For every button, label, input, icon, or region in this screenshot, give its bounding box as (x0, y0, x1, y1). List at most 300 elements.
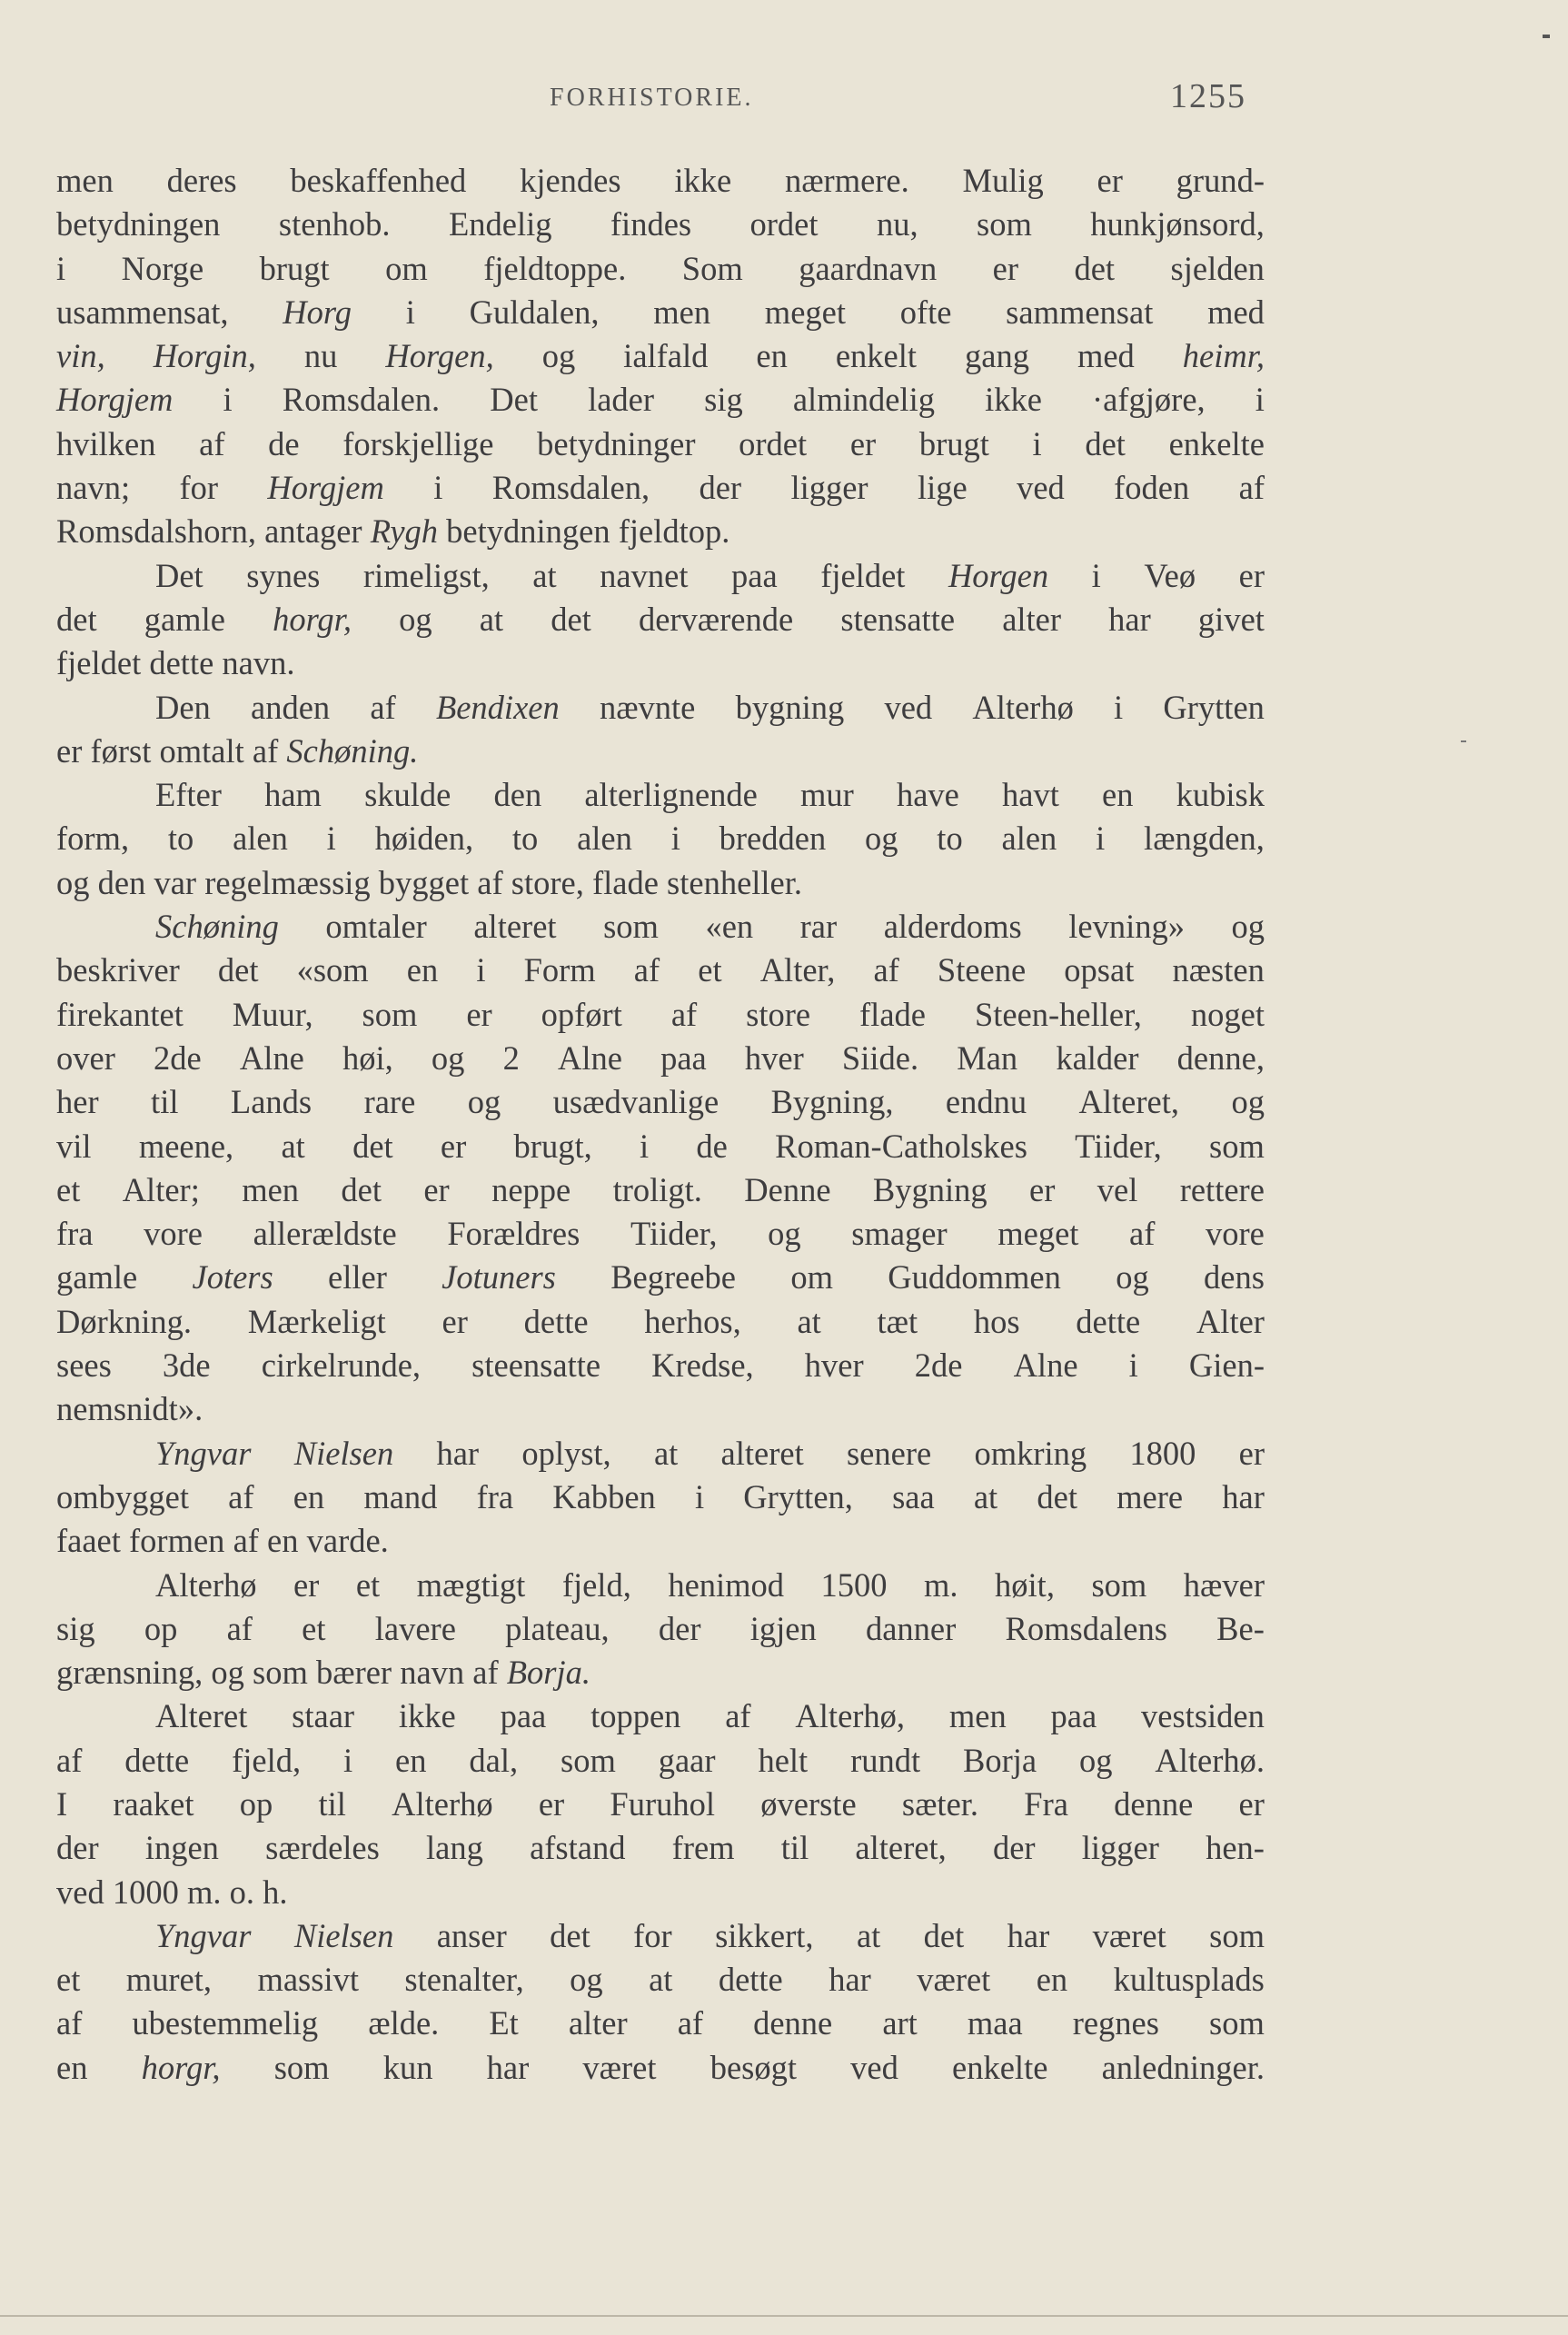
text-line (56, 598, 1265, 641)
word: af (56, 2004, 83, 2042)
word: troligt. (612, 1170, 702, 1208)
word: meget (764, 293, 846, 331)
word: og (1116, 1258, 1149, 1297)
word: høit, (995, 1565, 1055, 1604)
word: fjeldtop. (618, 512, 730, 551)
word: Alter; (122, 1170, 200, 1208)
word: været (917, 1961, 991, 1999)
word: de (268, 424, 300, 462)
word: en (267, 1522, 299, 1560)
word: har (436, 1434, 480, 1472)
word: nu, (876, 205, 918, 243)
word: men (653, 293, 711, 331)
word: regnes (1072, 2004, 1159, 2042)
ink-speck (1461, 740, 1466, 742)
word: har (829, 1961, 871, 1999)
word: gang (965, 337, 1029, 375)
word: brugt, (513, 1127, 592, 1165)
word: den (97, 863, 146, 901)
text-line (56, 1212, 1265, 1256)
text-line (56, 2002, 1265, 2045)
word: har (486, 2048, 530, 2086)
word: mur (800, 776, 854, 814)
word: almindelig (792, 381, 935, 419)
word: et (355, 1565, 381, 1604)
word: det (923, 1916, 965, 1954)
word: vestsiden (1141, 1697, 1265, 1735)
word: som (252, 1654, 308, 1692)
word: vel (1097, 1170, 1138, 1208)
word: navn. (222, 644, 295, 682)
word: Steene (937, 951, 1027, 989)
word: dal, (469, 1741, 519, 1779)
word: gamle (56, 1258, 138, 1297)
word: paa (1050, 1697, 1097, 1735)
word: ofte (899, 293, 952, 331)
word: helt (758, 1741, 809, 1779)
word: omtaler (325, 908, 427, 946)
word: som (1209, 1916, 1265, 1954)
word: Siide. (841, 1038, 919, 1077)
word: toppen (590, 1697, 681, 1735)
word: men (56, 162, 114, 199)
word: eller (328, 1258, 387, 1297)
word: «som (296, 951, 369, 989)
text-line (56, 641, 1265, 685)
word: Romsdalshorn, (56, 512, 257, 551)
word: men (242, 1170, 300, 1208)
word: Alne (557, 1038, 622, 1077)
word: maa (967, 2004, 1023, 2042)
word: af (56, 1741, 83, 1779)
word: m. (924, 1565, 958, 1604)
word: det (550, 1916, 590, 1954)
text-line (56, 686, 1265, 730)
word: denne, (1176, 1038, 1265, 1077)
word: ubestemmelig (132, 2004, 319, 2042)
word: foden (1114, 469, 1190, 507)
word: af (233, 1522, 259, 1560)
word: Tiider, (1075, 1127, 1162, 1165)
word: og (56, 863, 90, 901)
word: cirkelrunde, (261, 1346, 422, 1385)
word: er (442, 1302, 468, 1340)
word: Steen-heller, (974, 995, 1142, 1033)
word: af (1129, 1215, 1156, 1253)
word: regelmæssig (204, 863, 371, 901)
word: Grytten (1163, 688, 1265, 726)
word: i (1096, 820, 1106, 858)
word: høi, (342, 1038, 393, 1077)
word: og (1078, 1741, 1113, 1779)
text-line (56, 334, 1265, 378)
word: med (1077, 337, 1135, 375)
word: er (1097, 162, 1123, 199)
word: et (302, 1609, 326, 1647)
word: Form (523, 951, 596, 989)
word: og (467, 1083, 501, 1121)
text-line (56, 1256, 1265, 1299)
text-line (56, 2046, 1265, 2090)
word: fra (476, 1477, 514, 1515)
word: h. (263, 1873, 288, 1911)
text-line (56, 1914, 1265, 1958)
word: sjelden (1170, 249, 1265, 287)
word: varde. (306, 1522, 389, 1560)
word: til (151, 1083, 179, 1121)
word: hæver (1183, 1565, 1265, 1604)
word: er (440, 1127, 467, 1165)
word: Alter, (759, 951, 836, 989)
word: m. (186, 1873, 222, 1911)
word: opsat (1064, 951, 1135, 989)
text-line (56, 1080, 1265, 1124)
word: i (1091, 556, 1101, 594)
word: findes (610, 205, 692, 243)
word: alen (1001, 820, 1057, 858)
word: I (56, 1784, 68, 1823)
word: er (56, 731, 83, 770)
word: at (479, 600, 504, 638)
word: have (896, 776, 959, 814)
word: det (1074, 249, 1116, 287)
word: anden (251, 688, 331, 726)
word: et (56, 1961, 81, 1999)
text-line (56, 1694, 1265, 1738)
word: ikke (985, 381, 1042, 419)
word: næsten (1172, 951, 1265, 989)
word: ingen (144, 1829, 219, 1867)
word: steensatte (471, 1346, 601, 1385)
word: været (1092, 1916, 1166, 1954)
word: Begreebe (610, 1258, 736, 1297)
word: for (633, 1916, 672, 1954)
italic-word: Horgjem (267, 469, 384, 507)
word: alteret (720, 1434, 804, 1472)
word: gaardnavn (799, 249, 938, 287)
word: brugt (918, 424, 989, 462)
word: navn (400, 1654, 465, 1692)
word: Guldalen, (469, 293, 600, 331)
word: henimod (668, 1565, 785, 1604)
word: af (252, 731, 279, 770)
word: smager (851, 1215, 948, 1253)
word: som (560, 1741, 616, 1779)
italic-word: Horgen, (385, 337, 494, 375)
word: Alteret, (1078, 1083, 1179, 1121)
word: ombygget (56, 1477, 189, 1515)
word: 1800 (1129, 1434, 1196, 1472)
word: at (649, 1961, 673, 1999)
word: et (56, 1170, 81, 1208)
word: store (746, 995, 811, 1033)
word: en (756, 337, 788, 375)
word: som (1209, 1127, 1265, 1165)
word: at (653, 1434, 679, 1472)
word: levning» (1068, 908, 1185, 946)
word: rundt (850, 1741, 921, 1779)
text-line (56, 861, 1265, 905)
word: allerældste (253, 1215, 397, 1253)
word: Man (957, 1038, 1018, 1077)
word: sees (56, 1346, 112, 1385)
word: Efter (155, 776, 222, 814)
word: i (694, 1477, 705, 1515)
word: formen (129, 1522, 225, 1560)
word: besøgt (710, 2048, 797, 2086)
word: vore (144, 1215, 203, 1253)
word: Romsdalen. (282, 381, 441, 419)
word: for (179, 469, 219, 507)
word: er (1238, 1784, 1265, 1823)
word: paa (500, 1697, 547, 1735)
word: denne (1114, 1784, 1194, 1823)
word: været (582, 2048, 657, 2086)
word: har (1222, 1477, 1265, 1515)
word: nævnte (599, 688, 696, 726)
word: nemsnidt». (56, 1390, 203, 1428)
word: denne (753, 2004, 833, 2042)
word: paa (660, 1038, 707, 1077)
word: gaar (658, 1741, 716, 1779)
body-text (56, 159, 1265, 2090)
text-line (56, 1871, 1265, 1914)
text-line (56, 1125, 1265, 1168)
word: oplyst, (521, 1434, 611, 1472)
italic-word: Yngvar (155, 1916, 252, 1954)
text-line (56, 378, 1265, 422)
word: 3de (162, 1346, 211, 1385)
word: til (780, 1829, 809, 1867)
word: stenhob. (278, 205, 391, 243)
word: navn; (56, 469, 131, 507)
word: er (992, 249, 1019, 287)
word: i (223, 381, 233, 419)
word: ·afgjøre, (1092, 381, 1206, 419)
word: og (865, 820, 898, 858)
word: hos (973, 1302, 1020, 1340)
word: betydningen (56, 205, 221, 243)
word: op (144, 1609, 178, 1647)
word: Romsdalens (1005, 1609, 1167, 1647)
corner-ink-mark (1543, 35, 1550, 38)
word: øverste (760, 1784, 857, 1823)
text-line (56, 1826, 1265, 1870)
text-line (56, 247, 1265, 291)
word: dette (1076, 1302, 1141, 1340)
word: af (677, 2004, 704, 2042)
word: Den (155, 688, 211, 726)
text-line (56, 1476, 1265, 1519)
word: «en (705, 908, 754, 946)
word: enkelte (952, 2048, 1048, 2086)
word: betydninger (537, 424, 696, 462)
word: et (698, 951, 722, 989)
word: alteret (473, 908, 557, 946)
word: er (1238, 556, 1265, 594)
text-line (56, 949, 1265, 992)
word: i (1255, 381, 1265, 419)
word: Kabben (552, 1477, 656, 1515)
word: rar (799, 908, 838, 946)
word: ham (264, 776, 322, 814)
word: afstand (530, 1829, 626, 1867)
word: og (1231, 908, 1265, 946)
word: stensatte (840, 600, 956, 638)
word: om (385, 249, 428, 287)
word: 2 (502, 1038, 520, 1077)
word: Gien- (1188, 1346, 1265, 1385)
word: det (341, 1170, 382, 1208)
word: anledninger. (1101, 2048, 1265, 2086)
word: saa (892, 1477, 935, 1515)
word: lader (588, 381, 655, 419)
word: ligger (790, 469, 868, 507)
word: usammensat, (56, 293, 229, 331)
word: en (406, 951, 439, 989)
word: bærer (315, 1654, 392, 1692)
word: alderdoms (883, 908, 1022, 946)
italic-word: Yngvar (155, 1434, 252, 1472)
word: og (1231, 1083, 1265, 1121)
word: en (56, 2048, 88, 2086)
word: særdeles (265, 1829, 380, 1867)
word: staar (292, 1697, 355, 1735)
word: kalder (1056, 1038, 1139, 1077)
word: danner (865, 1609, 957, 1647)
text-line (56, 203, 1265, 246)
word: grænsning, (56, 1654, 203, 1692)
word: var (154, 863, 197, 901)
word: to (511, 820, 539, 858)
word: at (856, 1916, 881, 1954)
word: givet (1197, 600, 1265, 638)
word: mægtigt (416, 1565, 526, 1604)
word: dette (124, 1741, 190, 1779)
word: at (797, 1302, 821, 1340)
word: og (570, 1961, 603, 1999)
word: noget (1190, 995, 1265, 1033)
word: Be- (1216, 1609, 1265, 1647)
word: navnet (600, 556, 689, 594)
word: kun (382, 2048, 433, 2086)
word: sæter. (901, 1784, 979, 1823)
word: neppe (491, 1170, 571, 1208)
text-line (56, 422, 1265, 466)
word: ligger (1081, 1829, 1159, 1867)
italic-word: vin, (56, 337, 105, 375)
word: en (1102, 776, 1134, 814)
word: nu (303, 337, 338, 375)
text-line (56, 1168, 1265, 1212)
word: op (239, 1784, 273, 1823)
word: af (370, 688, 396, 726)
word: i (433, 469, 443, 507)
word: form, (56, 820, 130, 858)
text-line (56, 1783, 1265, 1826)
text-line (56, 817, 1265, 860)
word: Dørkning. (56, 1302, 193, 1340)
word: lang (426, 1829, 483, 1867)
word: som (273, 2048, 330, 2086)
word: deres (166, 162, 237, 199)
word: plateau, (505, 1609, 610, 1647)
word: Alter (1196, 1302, 1265, 1340)
word: ikke (398, 1697, 456, 1735)
word: forskjellige (342, 424, 494, 462)
text-line (56, 1607, 1265, 1651)
word: Norge (121, 249, 204, 287)
italic-word: Horg (283, 293, 352, 331)
word: har (1007, 1916, 1050, 1954)
word: enkelt (835, 337, 918, 375)
word: muret, (125, 1961, 213, 1999)
word: om (790, 1258, 833, 1297)
word: af (477, 863, 503, 901)
word: det (1037, 1477, 1077, 1515)
italic-word: Horgen (948, 556, 1049, 594)
word: en (1036, 1961, 1068, 1999)
word: Alne (1013, 1346, 1078, 1385)
word: o. (229, 1873, 254, 1911)
word: Endelig (448, 205, 552, 243)
word: først (90, 731, 152, 770)
word: vil (56, 1127, 92, 1165)
word: af (873, 951, 899, 989)
word: at (281, 1127, 305, 1165)
word: ælde. (368, 2004, 440, 2042)
word: Veø (1144, 556, 1196, 594)
text-line (56, 773, 1265, 817)
word: rare (363, 1083, 416, 1121)
word: paa (731, 556, 778, 594)
word: stenalter, (404, 1961, 524, 1999)
word: tæt (877, 1302, 918, 1340)
word: stenheller. (667, 863, 803, 901)
word: alen (233, 820, 288, 858)
word: Mulig (962, 162, 1044, 199)
word: alteret, (855, 1829, 947, 1867)
word: fjeldet (56, 644, 142, 682)
word: Denne (744, 1170, 831, 1208)
italic-word: Horgjem (56, 381, 174, 419)
italic-word: Jotuners (442, 1258, 556, 1297)
text-line (56, 1651, 1265, 1694)
word: Mærkeligt (247, 1302, 386, 1340)
italic-word: horgr, (273, 600, 352, 638)
word: i (1128, 1346, 1138, 1385)
word: til (318, 1784, 346, 1823)
word: de (696, 1127, 728, 1165)
word: ved (884, 688, 933, 726)
word: hver (804, 1346, 864, 1385)
word: af (226, 1609, 253, 1647)
word: Alne (239, 1038, 304, 1077)
word: mand (363, 1477, 438, 1515)
word: det (1085, 424, 1126, 462)
word: endnu (945, 1083, 1027, 1121)
word: raaket (113, 1784, 194, 1823)
word: dette (718, 1961, 783, 1999)
italic-word: heimr, (1182, 337, 1265, 375)
word: Furuhol (610, 1784, 716, 1823)
word: omkring (974, 1434, 1087, 1472)
word: som (603, 908, 659, 946)
word: fjeldtoppe. (483, 249, 627, 287)
page-number: 1255 (1170, 77, 1246, 115)
word: skulde (364, 776, 452, 814)
word: Lands (230, 1083, 313, 1121)
